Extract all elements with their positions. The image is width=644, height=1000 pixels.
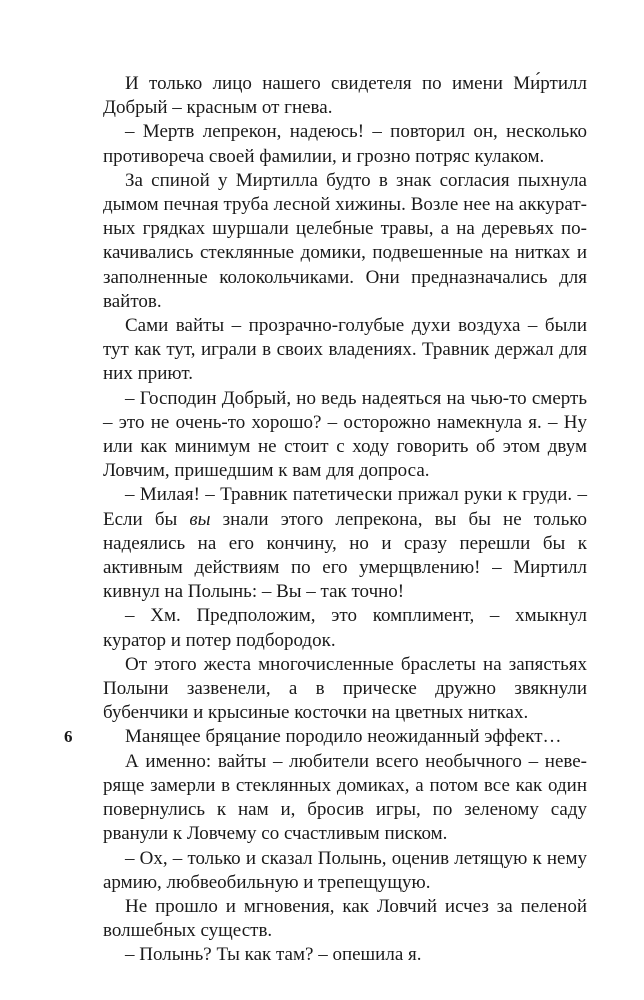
paragraph-4: Сами вайты – прозрачно-голубые духи воздуха – были тут как тут, играли в своих владениях. Травник держал для них приют. [103, 315, 587, 385]
paragraph-3: За спиной у Миртилла будто в знак согласия пыхнула дымом печная труба лесной хижины. Возле нее на аккуратных грядках шуршали целебные травы, а на деревьях покачивались стеклянные домики, подвешенные на нитках и заполненные колокольчиками. Они предназначались для вайтов. [103, 169, 587, 312]
paragraph-6-italic: вы [189, 508, 211, 530]
paragraph-13: – Полынь? Ты как там? – опешила я. [125, 944, 422, 966]
paragraph-8: От этого жеста многочисленные браслеты на запястьях Полыни зазвенели, а в прическе дружно звякнули бубенчики и крысиные косточки на цветных нитках. [103, 653, 587, 724]
paragraph-12: Не прошло и мгновения, как Ловчий исчез за пеленой волшебных существ. [103, 895, 587, 942]
paragraph-6 [103, 483, 587, 604]
paragraph-5: – Господин Добрый, но ведь надеяться на чью-то смерть – это не очень-то хорошо? – осторожно намекнула я. – Ну или как минимум не стоит с ходу говорить об этом двум Ловчим, пришедшим к вам для допроса. [103, 387, 587, 482]
paragraph-1: И только лицо нашего свидетеля по имени Ми́ртилл Добрый – красным от гнева. [103, 73, 587, 119]
paragraph-2: – Мертв лепрекон, надеюсь! – повторил он, несколько противореча своей фамилии, и грозно потряс кулаком. [103, 121, 587, 167]
paragraph-11: – Ох, – только и сказал Полынь, оценив летящую к нему армию, любвеобильную и трепещущую. [103, 847, 587, 893]
paragraph-9: Манящее бряцание породило неожиданный эффект… [125, 726, 562, 748]
paragraph-6-end: знали этого лепрекона, вы бы не только надеялись на его кончину, но и сразу перешли бы к активным действиям по его умерщвлению! – Миртилл кивнул на Полынь: – Вы – так точно! [103, 508, 587, 603]
book-page-text [103, 72, 587, 968]
page-number: 6 [64, 727, 73, 746]
paragraph-7: – Хм. Предположим, это комплимент, – хмыкнул куратор и потер подбородок. [103, 605, 587, 651]
paragraph-6-start: – Милая! – Травник патетически прижал руки к груди. – Если бы [103, 484, 587, 530]
paragraph-10: А именно: вайты – любители всего необычного – неверяще замерли в стеклянных домиках, а потом все как один повернулись к нам и, бросив игры, по зеленому саду рванули к Ловчему со счастливым писком. [103, 750, 587, 845]
